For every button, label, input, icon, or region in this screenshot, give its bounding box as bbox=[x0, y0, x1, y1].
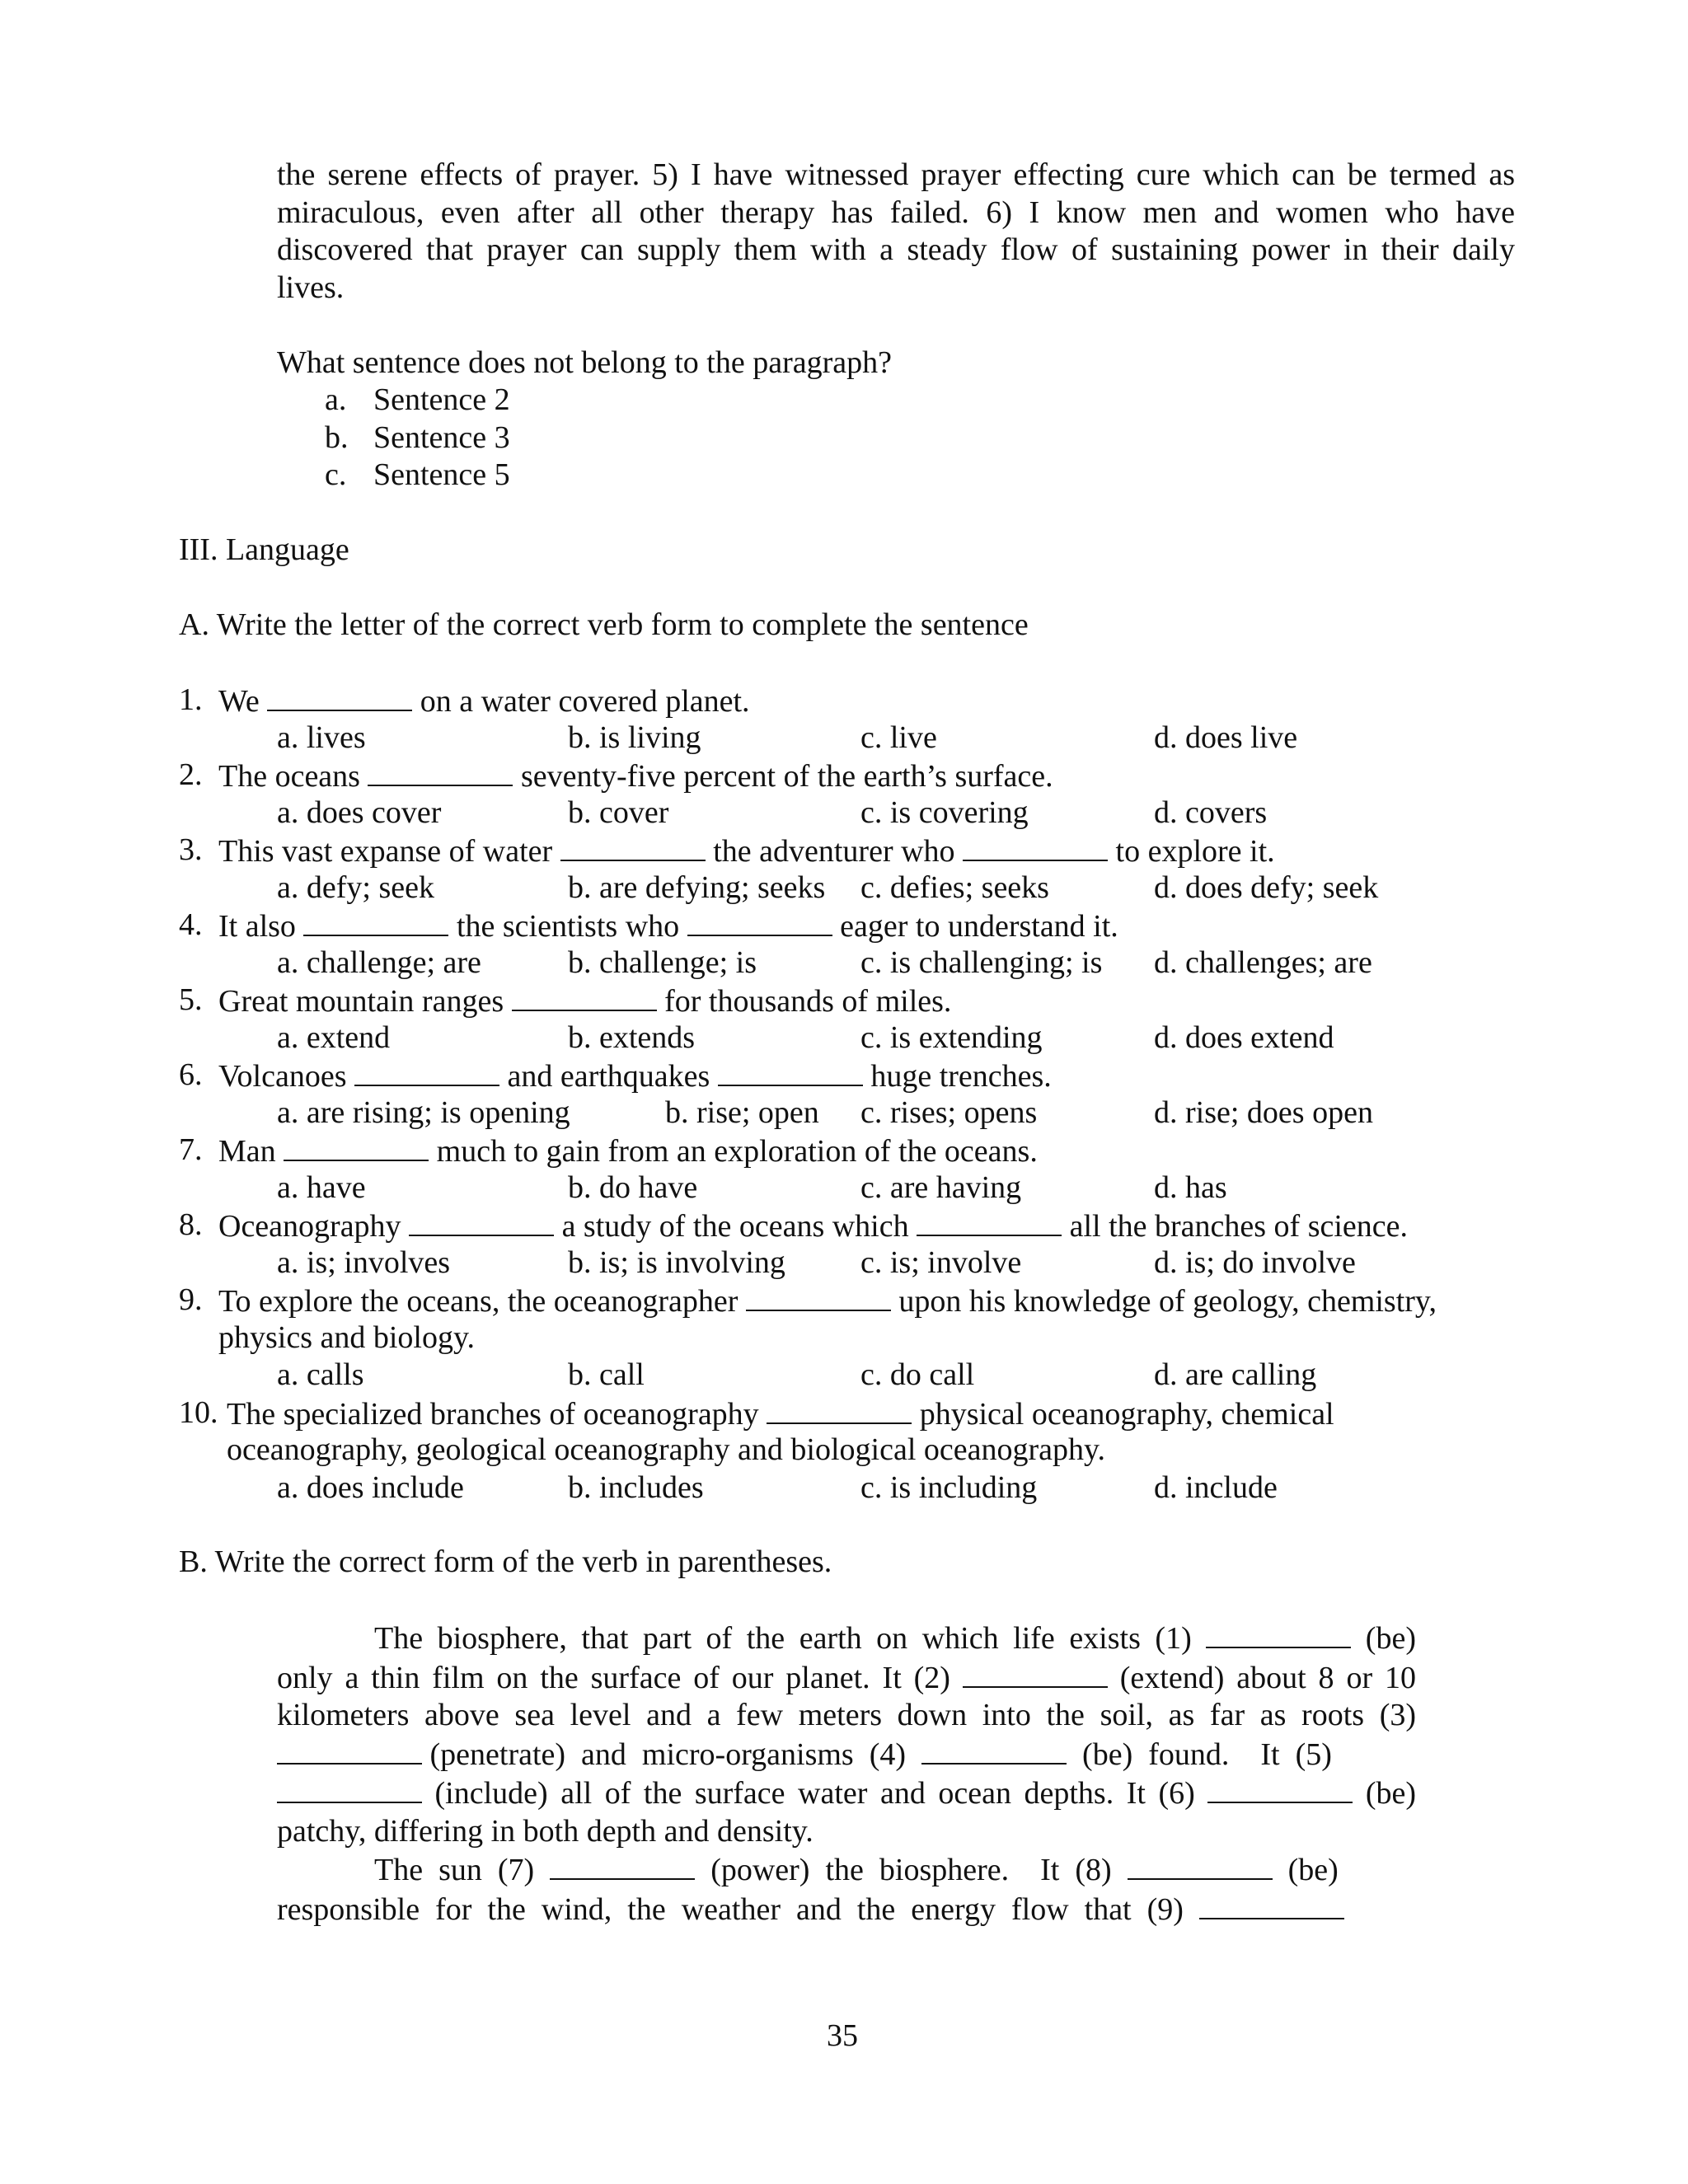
item-number: 3. bbox=[179, 832, 203, 867]
choice: b. cover bbox=[568, 794, 669, 830]
choice: a. challenge; are bbox=[277, 944, 481, 980]
choice: c. is covering bbox=[860, 794, 1029, 830]
paragraph-line: discovered that prayer can supply them with a steady flow of sustaining power in their daily bbox=[277, 232, 1515, 267]
choice: a. calls bbox=[277, 1357, 364, 1392]
paragraph-line: kilometers above sea level and a few meters down into the soil, as far as roots (3) bbox=[277, 1698, 1416, 1732]
choice: d. challenges; are bbox=[1154, 944, 1372, 980]
choice: b. is living bbox=[568, 719, 701, 755]
choice: c. is including bbox=[860, 1469, 1038, 1505]
paragraph-line: miraculous, even after all other therapy has failed. 6) I know men and women who have bbox=[277, 194, 1515, 230]
choice: a. is; involves bbox=[277, 1244, 451, 1280]
answer-blank[interactable] bbox=[368, 757, 513, 786]
choices-4 bbox=[179, 944, 1531, 982]
answer-blank[interactable] bbox=[1199, 1890, 1344, 1919]
choices-8 bbox=[179, 1244, 1531, 1282]
choice: d. are calling bbox=[1154, 1357, 1317, 1392]
choice: b. challenge; is bbox=[568, 944, 757, 980]
item-3: 3. This vast expanse of water the adventurer who to explore it. bbox=[179, 832, 1275, 869]
answer-blank[interactable] bbox=[560, 832, 706, 861]
choice: b. rise; open bbox=[665, 1094, 819, 1130]
part-a-items bbox=[179, 682, 1531, 1507]
item-10-continuation: oceanography, geological oceanography and biological oceanography. bbox=[227, 1432, 1106, 1467]
paragraph-line: patchy, differing in both depth and density. bbox=[277, 1813, 814, 1849]
answer-blank[interactable] bbox=[917, 1207, 1062, 1236]
answer-blank[interactable] bbox=[963, 1658, 1108, 1688]
choices-9 bbox=[179, 1357, 1531, 1394]
answer-blank[interactable] bbox=[512, 982, 657, 1011]
choices-6 bbox=[179, 1094, 1531, 1132]
answer-blank[interactable] bbox=[354, 1057, 499, 1086]
top-paragraph bbox=[277, 157, 1515, 307]
answer-blank[interactable] bbox=[303, 907, 448, 936]
answer-blank[interactable] bbox=[409, 1207, 554, 1236]
item-6: 6. Volcanoes and earthquakes huge trenches. bbox=[179, 1057, 1052, 1094]
choice: b. do have bbox=[568, 1169, 698, 1205]
choice: a. have bbox=[277, 1169, 366, 1205]
choices-2 bbox=[179, 794, 1531, 832]
choice: a. does include bbox=[277, 1469, 464, 1505]
answer-blank[interactable] bbox=[550, 1850, 695, 1880]
answer-blank[interactable] bbox=[277, 1735, 422, 1765]
section-title: III. Language bbox=[179, 532, 349, 567]
choice: c. is extending bbox=[860, 1019, 1043, 1055]
choice: c. rises; opens bbox=[860, 1094, 1038, 1130]
answer-blank[interactable] bbox=[767, 1394, 912, 1424]
answer-blank[interactable] bbox=[963, 832, 1108, 861]
choice: d. is; do involve bbox=[1154, 1244, 1356, 1280]
item-7: 7. Man much to gain from an exploration of the oceans. bbox=[179, 1132, 1038, 1169]
item-10: 10. The specialized branches of oceanography physical oceanography, chemical bbox=[179, 1394, 1334, 1432]
item-number: 10. bbox=[179, 1394, 218, 1430]
choice: d. has bbox=[1154, 1169, 1227, 1205]
answer-blank[interactable] bbox=[284, 1132, 429, 1161]
answer-blank[interactable] bbox=[921, 1735, 1067, 1765]
answer-blank[interactable] bbox=[1206, 1619, 1351, 1648]
item-number: 1. bbox=[179, 682, 203, 717]
choice: c. defies; seeks bbox=[860, 869, 1049, 905]
choices-3 bbox=[179, 869, 1531, 907]
answer-blank[interactable] bbox=[1128, 1850, 1273, 1880]
choice: d. does defy; seek bbox=[1154, 869, 1379, 905]
option-a: a. Sentence 2 bbox=[325, 382, 510, 417]
part-b-paragraph bbox=[277, 1619, 1416, 1929]
paragraph-line: (penetrate) and micro-organisms (4) (be) found. It (5) bbox=[277, 1735, 1416, 1774]
paragraph-line: The sun (7) (power) the biosphere. It (8) (be) bbox=[277, 1850, 1416, 1890]
answer-blank[interactable] bbox=[277, 1774, 422, 1803]
choice: c. do call bbox=[860, 1357, 975, 1392]
part-a-instruction: A. Write the letter of the correct verb form to complete the sentence bbox=[179, 607, 1029, 642]
choice: c. is; involve bbox=[860, 1244, 1022, 1280]
page-number: 35 bbox=[827, 2018, 858, 2053]
choice: a. extend bbox=[277, 1019, 391, 1055]
item-4: 4. It also the scientists who eager to understand it. bbox=[179, 907, 1118, 944]
answer-blank[interactable] bbox=[1207, 1774, 1353, 1803]
choice: a. are rising; is opening bbox=[277, 1094, 570, 1130]
paragraph-line: responsible for the wind, the weather and the energy flow that (9) bbox=[277, 1890, 1416, 1929]
choice: c. are having bbox=[860, 1169, 1022, 1205]
item-9-continuation: physics and biology. bbox=[218, 1319, 476, 1355]
answer-blank[interactable] bbox=[746, 1282, 891, 1311]
question-prompt: What sentence does not belong to the paragraph? bbox=[277, 345, 892, 380]
choice: b. call bbox=[568, 1357, 645, 1392]
answer-blank[interactable] bbox=[718, 1057, 863, 1086]
choice: d. does live bbox=[1154, 719, 1298, 755]
choice: d. include bbox=[1154, 1469, 1278, 1505]
paragraph-line: only a thin film on the surface of our planet. It (2) (extend) about 8 or 10 bbox=[277, 1658, 1416, 1698]
item-number: 4. bbox=[179, 907, 203, 942]
choice: b. are defying; seeks bbox=[568, 869, 826, 905]
choices-1 bbox=[179, 719, 1531, 757]
item-1: 1. We on a water covered planet. bbox=[179, 682, 750, 719]
choice: a. lives bbox=[277, 719, 366, 755]
choice: a. defy; seek bbox=[277, 869, 434, 905]
item-2: 2. The oceans seventy-five percent of the earth’s surface. bbox=[179, 757, 1053, 794]
item-number: 2. bbox=[179, 757, 203, 792]
item-8: 8. Oceanography a study of the oceans which all the branches of science. bbox=[179, 1207, 1409, 1244]
choice: d. does extend bbox=[1154, 1019, 1334, 1055]
paragraph-line: (include) all of the surface water and ocean depths. It (6) (be) bbox=[277, 1774, 1416, 1813]
item-9: 9. To explore the oceans, the oceanographer upon his knowledge of geology, chemistry, bbox=[179, 1282, 1437, 1319]
choices-10 bbox=[179, 1469, 1531, 1507]
answer-blank[interactable] bbox=[267, 682, 412, 711]
item-number: 6. bbox=[179, 1057, 203, 1092]
choice: a. does cover bbox=[277, 794, 442, 830]
option-b: b. Sentence 3 bbox=[325, 419, 510, 455]
part-b-instruction: B. Write the correct form of the verb in parentheses. bbox=[179, 1544, 832, 1579]
paragraph-line: the serene effects of prayer. 5) I have witnessed prayer effecting cure which can be termed as bbox=[277, 157, 1515, 192]
choice: b. is; is involving bbox=[568, 1244, 785, 1280]
item-number: 9. bbox=[179, 1282, 203, 1317]
item-number: 7. bbox=[179, 1132, 203, 1167]
question-options bbox=[325, 382, 510, 494]
item-5: 5. Great mountain ranges for thousands of miles. bbox=[179, 982, 952, 1019]
answer-blank[interactable] bbox=[687, 907, 832, 936]
choice: c. is challenging; is bbox=[860, 944, 1103, 980]
choice: d. covers bbox=[1154, 794, 1268, 830]
paragraph-line: The biosphere, that part of the earth on which life exists (1) (be) bbox=[277, 1619, 1416, 1658]
choice: b. extends bbox=[568, 1019, 696, 1055]
paragraph-line: lives. bbox=[277, 269, 345, 305]
choices-7 bbox=[179, 1169, 1531, 1207]
choice: d. rise; does open bbox=[1154, 1094, 1373, 1130]
option-c: c. Sentence 5 bbox=[325, 457, 510, 492]
item-number: 5. bbox=[179, 982, 203, 1017]
choices-5 bbox=[179, 1019, 1531, 1057]
item-number: 8. bbox=[179, 1207, 203, 1242]
choice: b. includes bbox=[568, 1469, 704, 1505]
choice: c. live bbox=[860, 719, 937, 755]
